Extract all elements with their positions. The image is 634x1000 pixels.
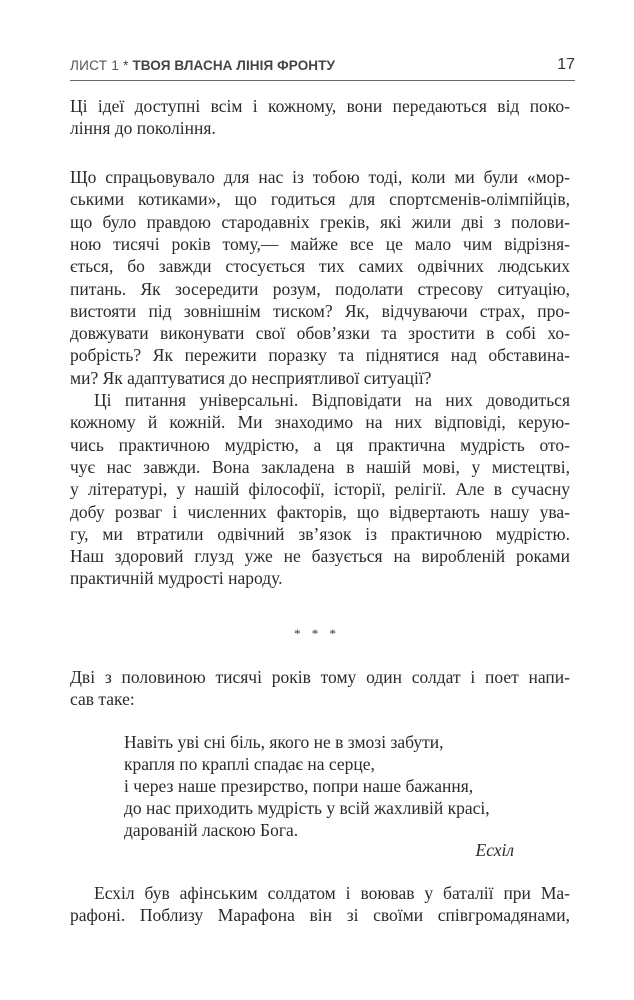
text-line: питань. Як зосередити розум, подолати стресову ситуацію, — [70, 278, 570, 299]
text-line: кожному й кожній. Ми знаходимо на них відповіді, керую- — [70, 412, 570, 433]
text-line: рафоні. Поблизу Марафона він зі своїми співгромадянами, — [70, 905, 570, 925]
poem-line: і через наше презирство, попри наше бажання, — [124, 776, 474, 796]
text-line: Дві з половиною тисячі років тому один солдат і поет напи- — [70, 667, 570, 687]
chapter-title: ТВОЯ ВЛАСНА ЛІНІЯ ФРОНТУ — [132, 58, 335, 73]
text-line: Наш здоровий глузд уже не базується на виробленій роками — [70, 546, 570, 567]
text-line: чує нас завжди. Вона закладена в нашій мові, у мистецтві, — [70, 456, 570, 477]
text-line: ління до покоління. — [70, 118, 216, 138]
quote-author: Есхіл — [475, 840, 514, 860]
text-line: у літературі, у нашій філософії, історії, релігії. Але в сучасну — [70, 479, 570, 500]
text-line: Есхіл був афінським солдатом і воював у баталії при Ма- — [94, 883, 570, 903]
text-line: добу розваг і численних факторів, що відвертають нашу ува- — [70, 501, 570, 522]
text-line: що було правдою стародавніх греків, які жили дві з полови- — [70, 211, 570, 232]
text-line: ється, бо завжди стосується тих самих одвічних людських — [70, 256, 570, 277]
asterisk-separator: * — [123, 58, 129, 73]
text-line: гу, ми втратили одвічний зв’язок із практичною мудрістю. — [70, 523, 570, 544]
chapter-label: ЛИСТ 1 — [70, 58, 120, 73]
text-line: Ці питання універсальні. Відповідати на них доводиться — [94, 390, 570, 410]
text-line: ськими котиками», що годиться для спортсменів-олімпійців, — [70, 189, 570, 210]
text-line: робрість? Як пережити поразку та піднятися над обставина- — [70, 345, 570, 366]
text-line: чись практичною мудрістю, а ця практична мудрість ото- — [70, 434, 570, 455]
poem-line: крапля по краплі спадає на серце, — [124, 754, 375, 774]
poem-line: до нас приходить мудрість у всій жахливій красі, — [124, 798, 490, 818]
section-divider: * * * — [294, 626, 340, 641]
text-line: ною тисячі років тому,— майже все це мало чим відрізня- — [70, 233, 570, 254]
header-rule — [70, 80, 575, 81]
text-line: довжувати виконувати свої обов’язки та зростити в собі хо- — [70, 323, 570, 344]
text-line: практичній мудрості народу. — [70, 568, 283, 589]
poem-line: дарованій ласкою Бога. — [124, 820, 299, 840]
text-line: Ці ідеї доступні всім і кожному, вони передаються від поко- — [70, 96, 570, 116]
running-header — [70, 58, 575, 78]
text-line: ми? Як адаптуватися до несприятливої ситуації? — [70, 367, 432, 388]
page-number: 17 — [557, 56, 575, 73]
text-line: сав таке: — [70, 689, 135, 709]
text-line: вистояти під зовнішнім тиском? Як, відчуваючи страх, про- — [70, 300, 570, 321]
poem-line: Навіть уві сні біль, якого не в змозі забути, — [124, 732, 444, 752]
text-line: Що спрацьовувало для нас із тобою тоді, коли ми були «мор- — [70, 167, 570, 187]
